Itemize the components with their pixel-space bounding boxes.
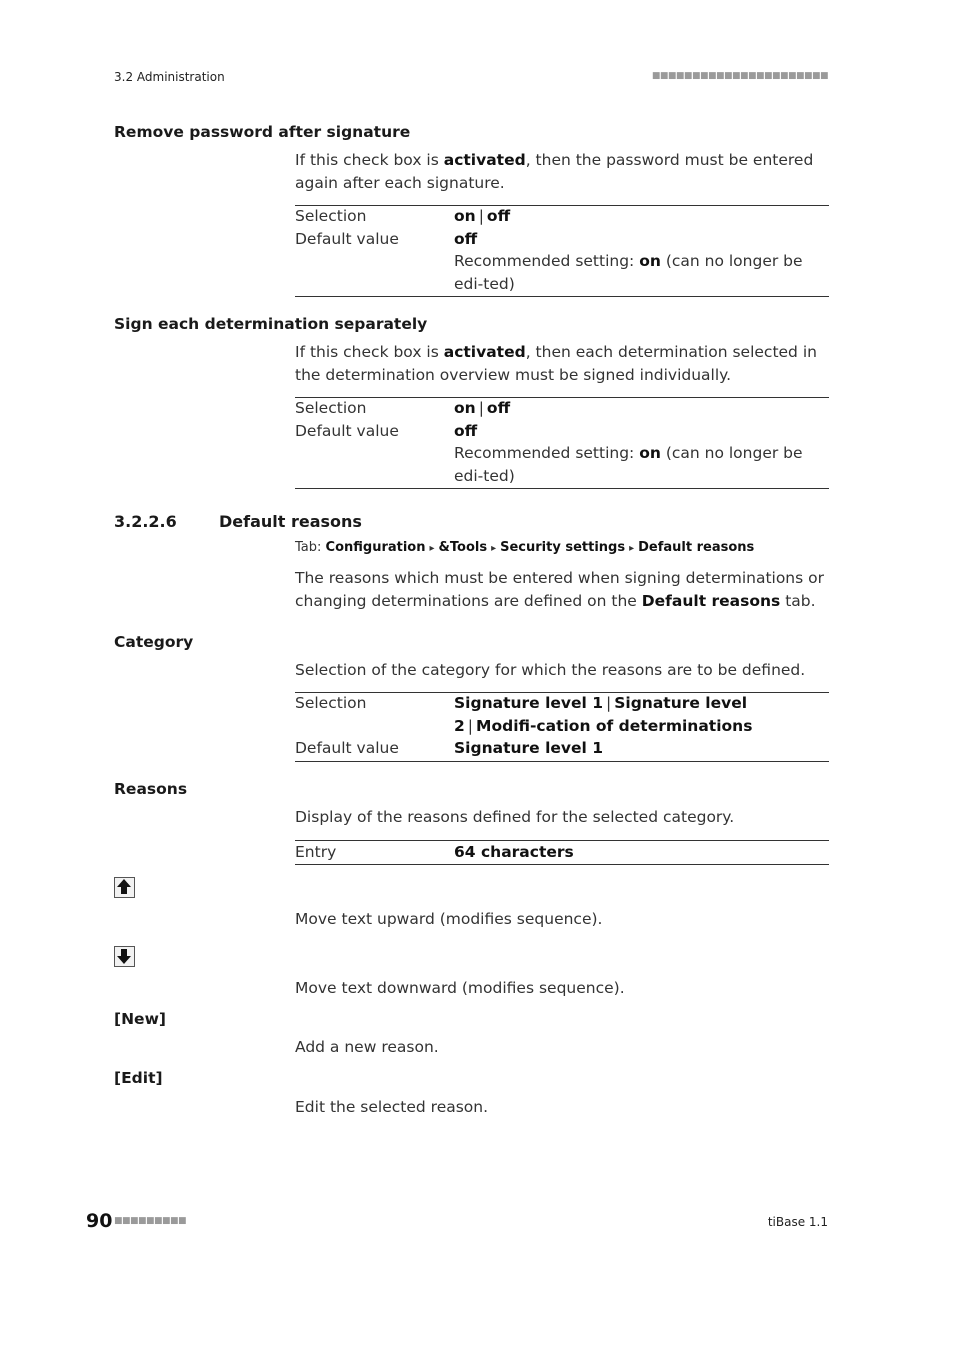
selection-label: Selection <box>295 694 367 712</box>
tab-path-item: &Tools <box>438 540 488 555</box>
recommended-setting: Recommended setting: on (can no longer be edi-ted) <box>454 252 803 293</box>
arrow-down-icon[interactable] <box>114 946 135 967</box>
param-table-sign-each <box>295 397 829 489</box>
param-desc-category: Selection of the category for which the reasons are to be defined. <box>295 661 806 679</box>
default-label: Default value <box>295 421 399 440</box>
param-title-remove-password: Remove password after signature <box>114 123 411 141</box>
selection-label: Selection <box>295 399 367 417</box>
edit-button-desc: Edit the selected reason. <box>295 1098 489 1116</box>
page-number: 90 <box>86 1210 113 1232</box>
selection-label: Selection <box>295 207 367 225</box>
tab-path: Tab: Configuration ▸ &Tools ▸ Security settings ▸ Default reasons <box>295 540 755 555</box>
default-label: Default value <box>295 229 399 248</box>
arrow-down-glyph <box>115 947 133 965</box>
new-button-desc: Add a new reason. <box>295 1038 439 1056</box>
default-value: Signature level 1 <box>454 739 603 757</box>
default-value: off <box>454 421 478 440</box>
move-up-desc: Move text upward (modifies sequence). <box>295 910 603 928</box>
arrow-up-icon[interactable] <box>114 877 135 898</box>
running-header-section: 3.2 Administration <box>114 70 225 84</box>
tab-path-item: Default reasons <box>638 540 755 555</box>
section-intro: The reasons which must be entered when signing determinations or changing determinations are defined on the Default reasons tab. <box>295 569 824 610</box>
param-table-category <box>295 692 829 762</box>
move-down-desc: Move text downward (modifies sequence). <box>295 979 625 997</box>
selection-values: Signature level 1 | Signature level 2 | Modifi-cation of determinations <box>454 694 753 735</box>
param-table-reasons <box>295 840 829 865</box>
selection-values: on | off <box>454 399 511 417</box>
recommended-setting: Recommended setting: on (can no longer be edi-ted) <box>454 444 803 485</box>
footer-dots: ■■■■■■■■■ <box>114 1216 187 1226</box>
default-value: off <box>454 229 478 248</box>
section-title: Default reasons <box>219 512 362 531</box>
section-number: 3.2.2.6 <box>114 512 177 531</box>
breadcrumb-arrow-icon: ▸ <box>491 543 497 554</box>
breadcrumb-arrow-icon: ▸ <box>629 543 635 554</box>
running-header-dots: ■■■■■■■■■■■■■■■■■■■■■■ <box>651 71 828 81</box>
arrow-up-glyph <box>115 878 133 896</box>
edit-button-label: [Edit] <box>114 1069 163 1087</box>
param-title-reasons: Reasons <box>114 780 188 798</box>
param-table-remove-password <box>295 205 829 297</box>
entry-label: Entry <box>295 843 337 861</box>
tab-path-item: Configuration <box>325 540 426 555</box>
breadcrumb-arrow-icon: ▸ <box>429 543 435 554</box>
new-button-label: [New] <box>114 1010 166 1028</box>
entry-value: 64 characters <box>454 843 574 861</box>
default-label: Default value <box>295 739 399 757</box>
tab-path-item: Security settings <box>500 540 626 555</box>
selection-values: on | off <box>454 207 511 225</box>
param-desc-sign-each: If this check box is activated, then each determination selected in the determination overview must be signed individually. <box>295 343 817 384</box>
param-title-sign-each: Sign each determination separately <box>114 315 428 333</box>
param-desc-remove-password: If this check box is activated, then the password must be entered again after each signature. <box>295 151 814 192</box>
param-title-category: Category <box>114 633 194 651</box>
param-desc-reasons: Display of the reasons defined for the selected category. <box>295 808 735 826</box>
product-name: tiBase 1.1 <box>767 1215 828 1229</box>
